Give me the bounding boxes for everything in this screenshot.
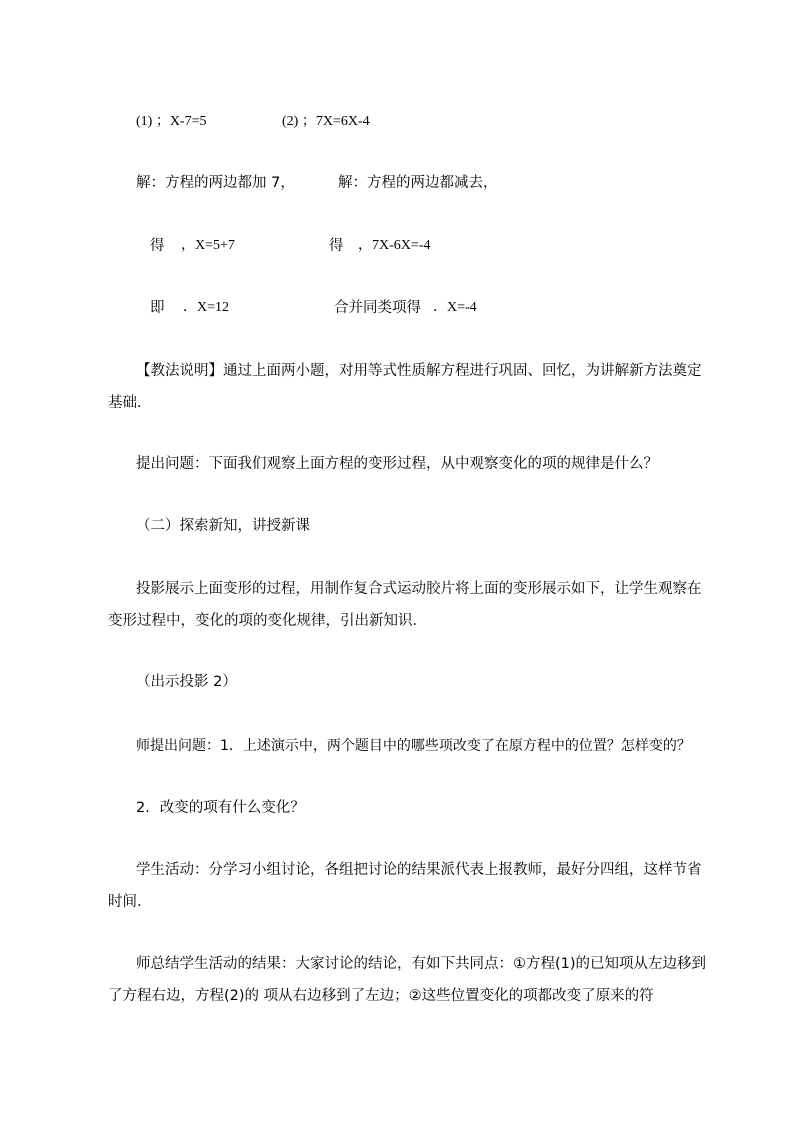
step-de-1-label: 得 xyxy=(150,238,165,254)
teacher-question-1: 师提出问题：1．上述演示中，两个题目中的哪些项改变了在原方程中的位置？怎样变的？ xyxy=(136,738,691,754)
step-de-2-label: 得 xyxy=(329,238,344,254)
step-de-2-expr: ，7X-6X=-4 xyxy=(358,238,431,253)
solution-1-intro: 解：方程的两边都加 7， xyxy=(136,175,295,191)
student-activity: 学生活动：分学习小组讨论，各组把讨论的结果派代表上报教师，最好分四组，这样节省时间． xyxy=(108,862,702,910)
question-posed: 提出问题：下面我们观察上面方程的变形过程，从中观察变化的项的规律是什么？ xyxy=(136,456,658,472)
step-combine-label: 合并同类项得 xyxy=(334,300,421,316)
step-combine-expr: ．X=-4 xyxy=(433,300,477,315)
show-projection-note: （出示投影 2） xyxy=(136,674,237,690)
equation-2: (2) ；7X=6X-4 xyxy=(282,114,370,129)
teaching-method-note: 【教法说明】通过上面两小题，对用等式性质解方程进行巩固、回忆，为讲解新方法奠定基础． xyxy=(108,363,702,411)
teacher-summary: 师总结学生活动的结果：大家讨论的结论，有如下共同点：①方程(1)的已知项从左边移到了方程右边，方程(2)的 项从右边移到了左边；②这些位置变化的项都改变了原来的符 xyxy=(108,956,707,1004)
equation-1: (1) ；X-7=5 xyxy=(136,114,207,129)
step-ji-expr: ．X=12 xyxy=(183,300,230,315)
section-heading: （二）探索新知，讲授新课 xyxy=(136,518,310,534)
projection-paragraph: 投影展示上面变形的过程，用制作复合式运动胶片将上面的变形展示如下，让学生观察在变形过程中，变化的项的变化规律，引出新知识． xyxy=(108,581,702,629)
solution-2-intro: 解：方程的两边都减去， xyxy=(338,175,498,191)
step-de-1-expr: ，X=5+7 xyxy=(181,238,235,253)
step-ji-label: 即 xyxy=(150,300,165,316)
question-2: 2．改变的项有什么变化？ xyxy=(136,800,305,816)
